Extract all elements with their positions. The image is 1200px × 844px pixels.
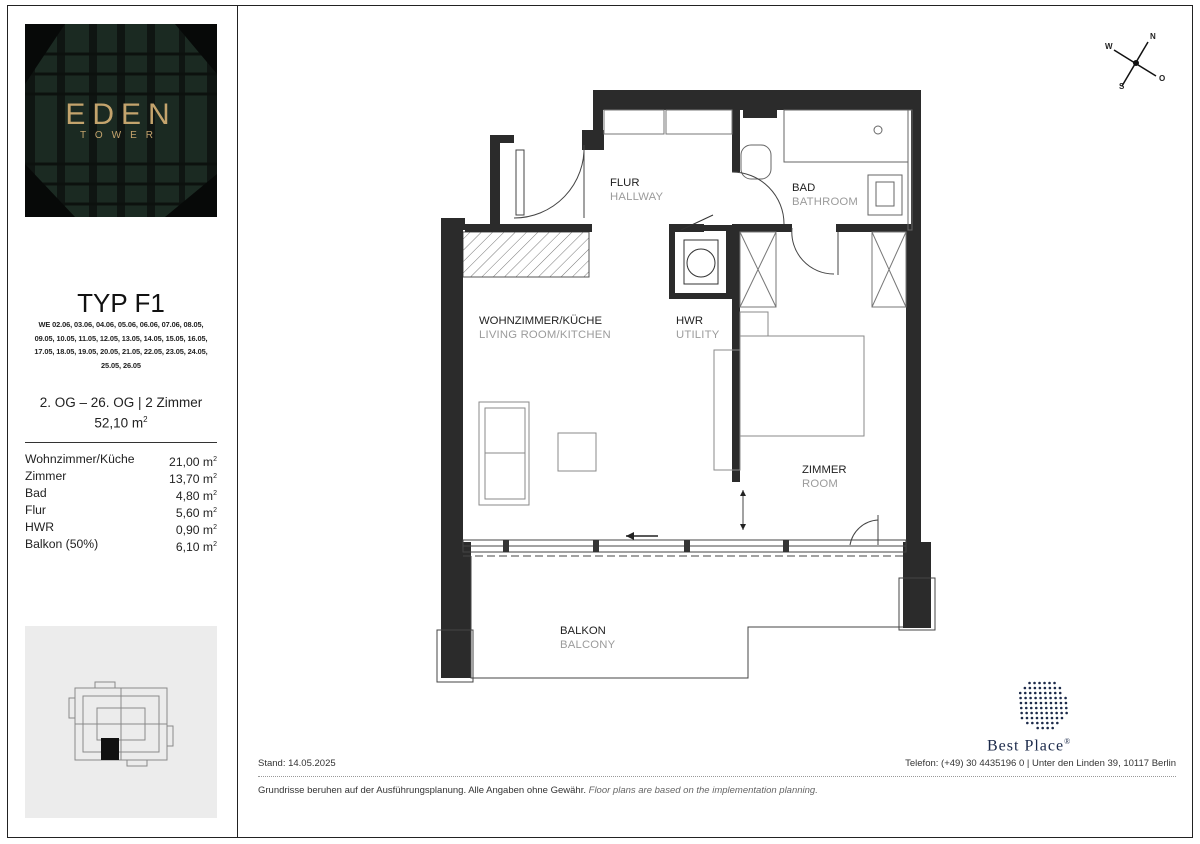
label-balcony-de: BALKON bbox=[560, 625, 606, 637]
date-stamp: Stand: 14.05.2025 bbox=[258, 758, 336, 769]
brand-dot bbox=[1040, 707, 1043, 710]
label-bathroom-de: BAD bbox=[792, 182, 816, 194]
brand-dot bbox=[1036, 727, 1039, 730]
brand-dot bbox=[1059, 692, 1062, 695]
brand-dot bbox=[1054, 697, 1057, 700]
brand-dot bbox=[1041, 722, 1044, 725]
brand-dot bbox=[1029, 692, 1032, 695]
brand-dot bbox=[1046, 717, 1049, 720]
brand-dot bbox=[1051, 722, 1054, 725]
brand-dot bbox=[1049, 692, 1052, 695]
label-utility bbox=[676, 314, 719, 342]
brand-dot bbox=[1045, 707, 1048, 710]
brand-dot bbox=[1020, 712, 1023, 715]
label-hallway-de: FLUR bbox=[610, 177, 640, 189]
brand-dot bbox=[1049, 687, 1052, 690]
room-area bbox=[176, 502, 217, 519]
brand-dot bbox=[1034, 697, 1037, 700]
brand-dot bbox=[1050, 712, 1053, 715]
room-area bbox=[169, 468, 217, 485]
compass-w: W bbox=[1105, 42, 1113, 51]
brand-registered-mark: ® bbox=[1064, 737, 1072, 746]
brand-dot bbox=[1054, 692, 1057, 695]
brand-dot bbox=[1030, 702, 1033, 705]
room-area-table bbox=[25, 451, 217, 553]
walls bbox=[441, 90, 931, 678]
brand-dot bbox=[1065, 712, 1068, 715]
label-balcony-en: BALCONY bbox=[560, 639, 616, 651]
brand-dot bbox=[1034, 692, 1037, 695]
brand-dot bbox=[1035, 702, 1038, 705]
brand-dot bbox=[1039, 692, 1042, 695]
room-area bbox=[176, 519, 217, 536]
room-area-unit-sup: 2 bbox=[213, 490, 217, 497]
brand-dot bbox=[1036, 722, 1039, 725]
brand-dot bbox=[1060, 702, 1063, 705]
brand-dot bbox=[1026, 717, 1029, 720]
label-utility-en: UTILITY bbox=[676, 329, 720, 341]
bathroom-fixtures bbox=[741, 110, 912, 230]
brand-dot bbox=[1046, 727, 1049, 730]
brand-dot bbox=[1025, 702, 1028, 705]
brand-dot bbox=[1031, 722, 1034, 725]
brand-dot bbox=[1059, 697, 1062, 700]
brand-dot bbox=[1055, 712, 1058, 715]
room-area-value: 5,60 m bbox=[175, 506, 214, 520]
room-area bbox=[176, 536, 217, 553]
brand-dot bbox=[1020, 707, 1023, 710]
logo-title: EDEN bbox=[65, 98, 177, 131]
room-area-unit-sup: 2 bbox=[213, 524, 217, 531]
total-area-value: 52,10 m bbox=[94, 415, 144, 431]
floor-plan bbox=[238, 0, 1193, 760]
room-area-unit-sup: 2 bbox=[213, 456, 217, 463]
compass-s: S bbox=[1119, 82, 1125, 91]
room-area-unit-sup: 2 bbox=[213, 473, 217, 480]
label-room-de: ZIMMER bbox=[802, 464, 847, 476]
brand-dot bbox=[1020, 702, 1023, 705]
key-plan bbox=[25, 626, 217, 818]
brand-dot bbox=[1039, 687, 1042, 690]
compass-n: N bbox=[1150, 32, 1156, 41]
brand-dot bbox=[1040, 712, 1043, 715]
label-room-en: ROOM bbox=[802, 478, 838, 490]
best-place-logo-icon bbox=[1012, 674, 1072, 734]
label-balcony bbox=[560, 624, 615, 652]
total-area-unit-sup: 2 bbox=[143, 415, 148, 424]
brand-dot bbox=[1040, 702, 1043, 705]
footer-divider bbox=[258, 776, 1176, 777]
room-area-value: 6,10 m bbox=[175, 540, 214, 554]
brand-dot bbox=[1048, 682, 1051, 685]
room-name: Flur bbox=[25, 503, 46, 517]
disclaimer-de: Grundrisse beruhen auf der Ausführungsplanung. Alle Angaben ohne Gewähr. bbox=[258, 785, 586, 796]
room-area bbox=[176, 485, 217, 502]
brand-dot bbox=[1041, 727, 1044, 730]
logo-subtitle: TOWER bbox=[79, 130, 163, 141]
room-name: Balkon (50%) bbox=[25, 537, 99, 551]
room-area-row bbox=[25, 502, 217, 519]
total-area bbox=[25, 411, 217, 432]
brand-dot bbox=[1056, 717, 1059, 720]
label-bathroom bbox=[792, 181, 858, 209]
brand-name-text: Best Place bbox=[987, 737, 1065, 755]
brand-dot bbox=[1050, 707, 1053, 710]
unit-numbers: WE 02.06, 03.06, 04.06, 05.06, 06.06, 07.06, 08.05, 09.05, 10.05, 11.05, 12.05, 13.05, 14.05, 15.05, 16.05, 17.05, 18.05, 19.05, 20.05, 21.05, 22.05, 23.05, 24.05, 25.05, 26.05 bbox=[34, 320, 208, 370]
area-table-divider bbox=[25, 442, 217, 443]
brand-dot bbox=[1024, 687, 1027, 690]
brand-dot bbox=[1030, 712, 1033, 715]
room-name: Bad bbox=[25, 486, 47, 500]
room-area-unit-sup: 2 bbox=[213, 541, 217, 548]
brand-dot bbox=[1055, 707, 1058, 710]
brand-dot bbox=[1061, 717, 1064, 720]
brand-dot bbox=[1033, 682, 1036, 685]
brand-dot bbox=[1065, 702, 1068, 705]
brand-dot bbox=[1030, 707, 1033, 710]
brand-dot bbox=[1046, 722, 1049, 725]
label-living-room-de: WOHNZIMMER/KÜCHE bbox=[479, 315, 603, 327]
floors-rooms-text: 2. OG – 26. OG | 2 Zimmer bbox=[39, 395, 203, 410]
label-hallway bbox=[610, 176, 663, 204]
brand-dot bbox=[1024, 692, 1027, 695]
wardrobes bbox=[604, 110, 906, 307]
brand-dot bbox=[1026, 722, 1029, 725]
brand-dot bbox=[1059, 687, 1062, 690]
room-area-row bbox=[25, 485, 217, 502]
brand-dot bbox=[1031, 717, 1034, 720]
brand-dot bbox=[1060, 712, 1063, 715]
room-name: Zimmer bbox=[25, 469, 67, 483]
brand-dot bbox=[1064, 697, 1067, 700]
key-plan-unit-highlight bbox=[101, 738, 119, 760]
room-area-value: 21,00 m bbox=[169, 455, 214, 469]
brand-dot bbox=[1039, 697, 1042, 700]
brand-dot bbox=[1028, 682, 1031, 685]
brand-dot bbox=[1044, 692, 1047, 695]
brand-dot bbox=[1019, 697, 1022, 700]
brand-dot bbox=[1029, 697, 1032, 700]
brand-dot bbox=[1050, 702, 1053, 705]
brand-dot bbox=[1045, 712, 1048, 715]
disclaimer-en: Floor plans are based on the implementation planning. bbox=[588, 785, 818, 796]
brand-dot bbox=[1051, 717, 1054, 720]
room-name: Wohnzimmer/Küche bbox=[25, 452, 135, 466]
brand-dot bbox=[1035, 707, 1038, 710]
room-name: HWR bbox=[25, 520, 55, 534]
brand-dot bbox=[1025, 712, 1028, 715]
brand-dot bbox=[1051, 727, 1054, 730]
brand-dot bbox=[1054, 687, 1057, 690]
room-area-row bbox=[25, 451, 217, 468]
floor-plan-drawing bbox=[238, 0, 1193, 760]
label-living-room bbox=[479, 314, 611, 342]
brand-dot bbox=[1029, 687, 1032, 690]
label-room bbox=[802, 463, 847, 491]
kitchen-counter bbox=[463, 232, 589, 277]
brand-dot bbox=[1043, 682, 1046, 685]
contact-info: Telefon: (+49) 30 4435196 0 | Unter den Linden 39, 10117 Berlin bbox=[905, 758, 1176, 769]
label-utility-de: HWR bbox=[676, 315, 703, 327]
brand-name bbox=[987, 737, 1071, 755]
room-area-row bbox=[25, 519, 217, 536]
brand-dot bbox=[1036, 717, 1039, 720]
eden-tower-logo bbox=[25, 24, 217, 217]
room-area-row bbox=[25, 536, 217, 553]
disclaimer bbox=[258, 785, 818, 796]
compass-o: O bbox=[1159, 74, 1166, 83]
brand-dot bbox=[1019, 692, 1022, 695]
brand-dot bbox=[1053, 682, 1056, 685]
room-area-row bbox=[25, 468, 217, 485]
utility-shaft bbox=[672, 215, 729, 296]
brand-dot bbox=[1034, 687, 1037, 690]
balcony-outline bbox=[437, 556, 935, 682]
brand-dot bbox=[1060, 707, 1063, 710]
label-living-room-en: LIVING ROOM/KITCHEN bbox=[479, 329, 611, 341]
room-area bbox=[169, 451, 217, 468]
brand-dot bbox=[1021, 717, 1024, 720]
room-area-value: 4,80 m bbox=[175, 489, 214, 503]
brand-dot bbox=[1044, 687, 1047, 690]
brand-dot bbox=[1049, 697, 1052, 700]
room-area-value: 0,90 m bbox=[175, 523, 214, 537]
brand-dot bbox=[1065, 707, 1068, 710]
label-bathroom-en: BATHROOM bbox=[792, 196, 859, 208]
brand-dot bbox=[1056, 722, 1059, 725]
brand-dot bbox=[1055, 702, 1058, 705]
brand-dot bbox=[1044, 697, 1047, 700]
label-hallway-en: HALLWAY bbox=[610, 191, 664, 203]
brand-dot bbox=[1038, 682, 1041, 685]
brand-dot bbox=[1025, 707, 1028, 710]
key-plan-drawing bbox=[25, 626, 217, 818]
floor-and-rooms-info bbox=[25, 394, 217, 432]
apartment-type-title: TYP F1 bbox=[77, 288, 165, 318]
brand-dot bbox=[1035, 712, 1038, 715]
brand-dot bbox=[1045, 702, 1048, 705]
room-area-value: 13,70 m bbox=[169, 472, 214, 486]
brand-dot bbox=[1041, 717, 1044, 720]
room-area-unit-sup: 2 bbox=[213, 507, 217, 514]
brand-dot bbox=[1024, 697, 1027, 700]
